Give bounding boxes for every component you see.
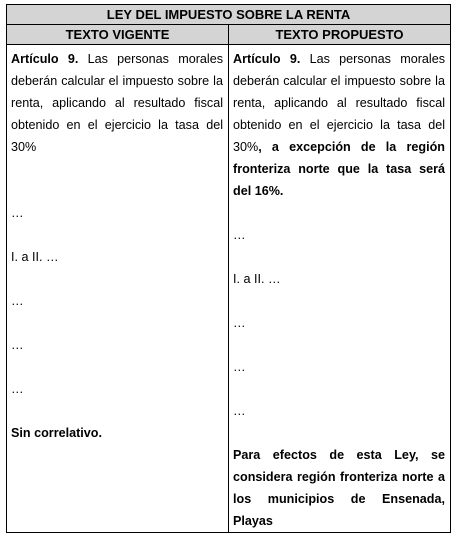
article-label-proposed: Artículo 9.: [233, 52, 301, 66]
table-title: LEY DEL IMPUESTO SOBRE LA RENTA: [7, 5, 451, 25]
ellipsis-proposed-3: …: [233, 360, 246, 374]
article-label-current: Artículo 9.: [11, 52, 79, 66]
column-header-current: TEXTO VIGENTE: [7, 25, 229, 45]
article-paragraph-current: [11, 48, 223, 158]
ellipsis-proposed-1: …: [233, 228, 246, 242]
article-paragraph-proposed: [233, 48, 445, 202]
ellipsis-current-4: …: [11, 382, 24, 396]
article-added-text: , a excepción de la región fronteriza norte que la tasa será del 16%.: [233, 140, 445, 198]
no-correlative-label: Sin correlativo.: [11, 426, 102, 440]
proposed-text-cell: [229, 45, 451, 533]
current-text-cell: [7, 45, 229, 533]
ellipsis-current-2: …: [11, 294, 24, 308]
article-text-current: Las personas morales deberán calcular el impuesto sobre la renta, aplicando al resultado fiscal obtenido en el ejercicio la tasa del 30%: [11, 52, 223, 154]
title-row: [7, 5, 451, 25]
column-header-row: [7, 25, 451, 45]
ellipsis-proposed-2: …: [233, 316, 246, 330]
ellipsis-proposed-4: …: [233, 404, 246, 418]
comparison-table: [6, 4, 451, 533]
article-text-proposed: Las personas morales deberán calcular el impuesto sobre la renta, aplicando al resultado fiscal obtenido en el ejercicio la tasa del 30%: [233, 52, 445, 154]
new-paragraph-proposed: Para efectos de esta Ley, se considera región fronteriza norte a los municipios de Ensenada, Playas: [233, 448, 445, 528]
ellipsis-current-3: …: [11, 338, 24, 352]
fraction-proposed: I. a II. …: [233, 272, 281, 286]
column-header-proposed: TEXTO PROPUESTO: [229, 25, 451, 45]
ellipsis-current-1: …: [11, 206, 24, 220]
content-row: [7, 45, 451, 533]
fraction-current: I. a II. …: [11, 250, 59, 264]
